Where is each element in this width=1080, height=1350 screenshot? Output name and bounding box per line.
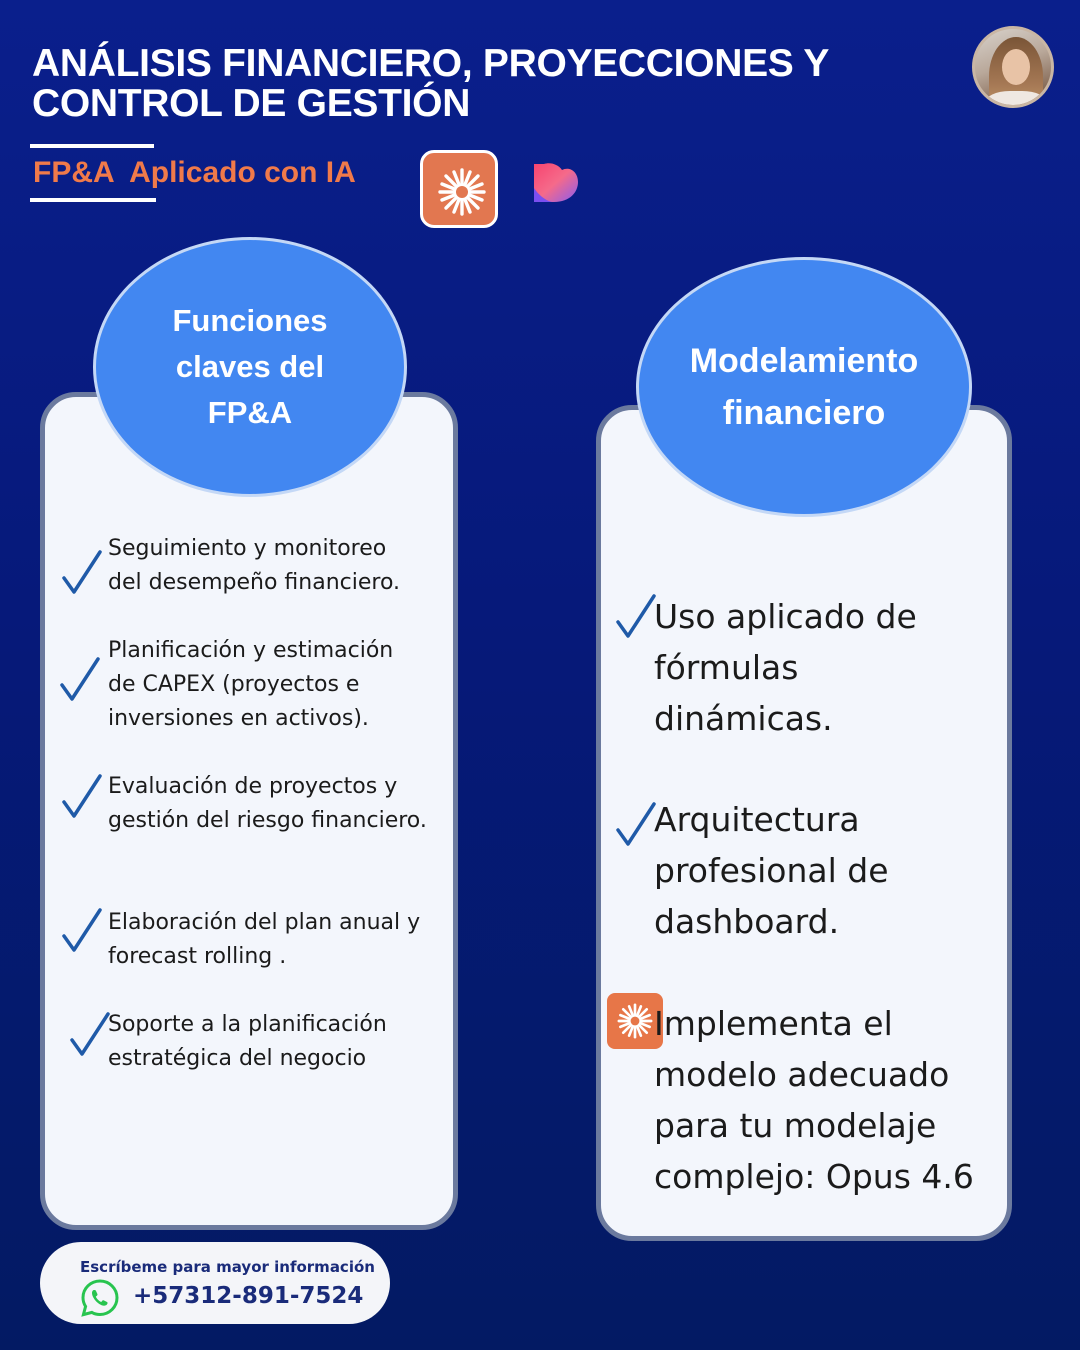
subtitle-top-rule bbox=[30, 144, 154, 148]
contact-pill[interactable] bbox=[40, 1242, 390, 1324]
list-item: Soporte a la planificación estratégica del negocio bbox=[108, 1012, 387, 1071]
fpa-functions-heading-oval bbox=[93, 237, 407, 497]
check-mark-icon bbox=[614, 592, 658, 640]
check-mark-icon bbox=[68, 1010, 112, 1058]
gradient-heart-icon bbox=[530, 160, 580, 208]
page-title: ANÁLISIS FINANCIERO, PROYECCIONES Y CONTROL DE GESTIÓN bbox=[32, 42, 829, 125]
check-mark-icon bbox=[60, 548, 104, 596]
list-item: Arquitectura profesional de dashboard. bbox=[654, 800, 889, 941]
contact-label: Escríbeme para mayor información bbox=[80, 1258, 375, 1276]
check-mark-icon bbox=[60, 772, 104, 820]
list-item: Seguimiento y monitoreo del desempeño financiero. bbox=[108, 536, 401, 595]
check-mark-icon bbox=[58, 655, 102, 703]
list-item: Implementa el modelo adecuado para tu modelaje complejo: Opus 4.6 bbox=[654, 1004, 974, 1196]
whatsapp-icon bbox=[80, 1278, 120, 1318]
check-mark-icon bbox=[60, 906, 104, 954]
list-item: Evaluación de proyectos y gestión del riesgo financiero. bbox=[108, 774, 427, 833]
subtitle: FP&A Aplicado con IA bbox=[33, 156, 356, 189]
list-item: Elaboración del plan anual y forecast rolling . bbox=[108, 910, 421, 969]
subtitle-bottom-rule bbox=[30, 198, 156, 202]
list-item: Planificación y estimación de CAPEX (proyectos e inversiones en activos). bbox=[108, 638, 394, 731]
list-item: Uso aplicado de fórmulas dinámicas. bbox=[654, 597, 917, 738]
avatar bbox=[972, 26, 1054, 108]
fpa-functions-heading: Funciones claves del FP&A bbox=[172, 303, 328, 430]
financial-modeling-heading: Modelamiento financiero bbox=[689, 342, 919, 432]
financial-modeling-heading-oval bbox=[636, 257, 972, 517]
phone-number[interactable]: +57312-891-7524 bbox=[133, 1283, 364, 1309]
asterisk-starburst-icon bbox=[420, 150, 498, 228]
check-mark-icon bbox=[614, 800, 658, 848]
